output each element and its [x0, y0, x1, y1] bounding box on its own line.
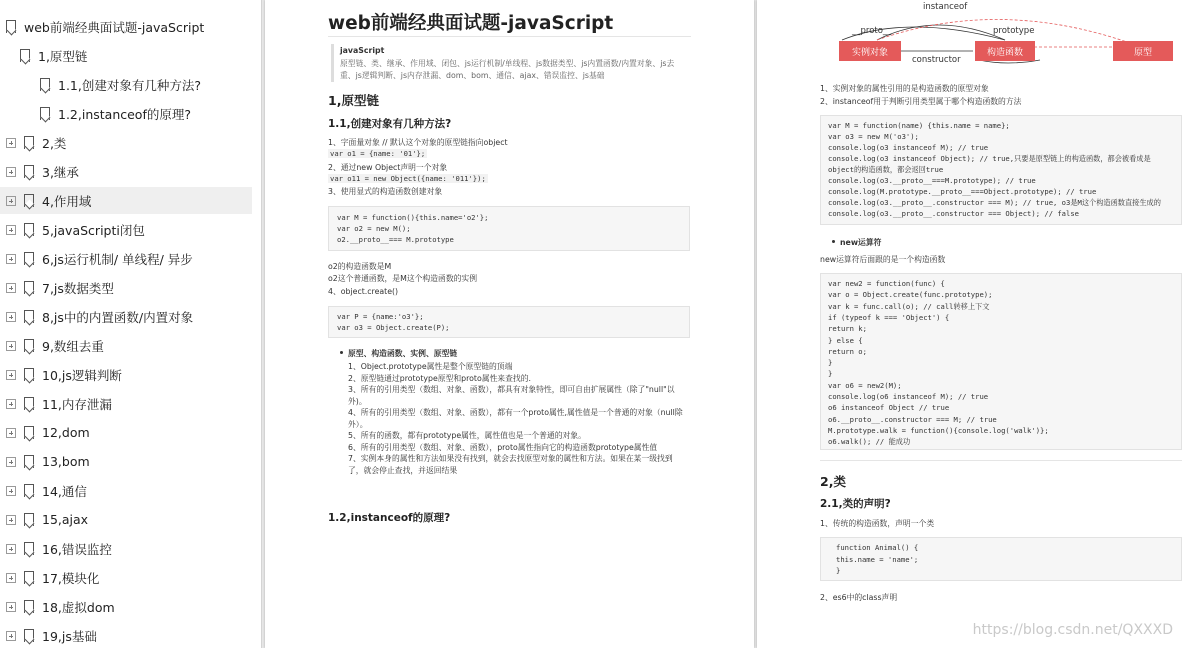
bullet-heading: 原型、构造函数、实例、原型链: [348, 349, 458, 358]
code-line: }: [828, 369, 833, 379]
expand-icon[interactable]: [6, 370, 16, 380]
sidebar-bookmark-label: 6,js运行机制/ 单线程/ 异步: [42, 251, 193, 267]
paragraph: 2、instanceof用于判断引用类型属于哪个构造函数的方法: [820, 97, 1022, 106]
bookmark-icon: [24, 397, 34, 410]
list-line: 外)。: [348, 396, 367, 406]
prototype-box: 原型: [1113, 41, 1173, 61]
constructor-box: 构造函数: [975, 41, 1035, 61]
bookmark-icon: [24, 339, 34, 352]
sidebar-bookmark-label: 3,继承: [42, 164, 79, 180]
expand-icon[interactable]: [6, 138, 16, 148]
code-line: console.log(o3.__proto__.constructor === M); // true, o3是M这个构造函数直接生成的: [828, 198, 1161, 207]
code-line: object的构造函数，都会返回true: [828, 165, 944, 174]
bookmark-icon: [24, 223, 34, 236]
expand-icon[interactable]: [6, 399, 16, 409]
expand-icon[interactable]: [6, 283, 16, 293]
bookmark-icon: [24, 165, 34, 178]
sidebar-bookmark-item[interactable]: [0, 332, 104, 359]
sidebar-bookmark-item[interactable]: [0, 622, 97, 648]
document-page-1: [265, 0, 754, 648]
sidebar-bookmark-item[interactable]: [0, 71, 201, 98]
code-line: function Animal() {: [836, 543, 919, 552]
bookmark-icon: [24, 368, 34, 381]
sidebar-bookmark-item[interactable]: [0, 477, 87, 504]
list-line: 2、原型链通过prototype原型和proto属性来查找的.: [348, 373, 531, 383]
paragraph: 2、通过new Object声明一个对象: [328, 163, 448, 172]
list-line: 了，就会停止查找，并返回结果: [348, 465, 458, 475]
code-line: var M = function(name) {this.name = name};: [828, 121, 1010, 130]
inline-code: var o11 = new Object({name: '011'});: [330, 174, 486, 183]
diagram-label-prototype: prototype: [993, 26, 1035, 36]
code-line: console.log(o3 instanceof Object); // true,只要是原型链上的构造函数，都会被看成是: [828, 154, 1151, 163]
code-block: [328, 306, 690, 338]
paragraph: o2的构造函数是M: [328, 262, 392, 271]
bullet-heading: new运算符: [840, 238, 882, 247]
sidebar-bookmark-item[interactable]: [0, 506, 88, 533]
code-line: var o6 = new2(M);: [828, 380, 902, 390]
code-line: console.log(o6 instanceof M); // true: [828, 392, 989, 401]
bookmark-icon: [24, 136, 34, 149]
expand-icon[interactable]: [6, 544, 16, 554]
sidebar-bookmark-label: 16,错误监控: [42, 541, 112, 557]
sidebar-bookmark-item[interactable]: [0, 419, 90, 446]
subsection-heading: 1.1,创建对象有几种方法?: [328, 118, 452, 130]
code-line: var new2 = function(func) {: [828, 279, 945, 288]
diagram-label-constructor: constructor: [912, 55, 961, 65]
sidebar-bookmark-item[interactable]: [0, 535, 112, 562]
watermark: https://blog.csdn.net/QXXXD: [972, 622, 1173, 638]
sidebar-bookmark-item[interactable]: [0, 303, 193, 330]
bookmark-sidebar: [0, 0, 262, 648]
expand-icon[interactable]: [6, 254, 16, 264]
code-line: console.log(o3.__proto__===M.prototype); // true: [828, 176, 1036, 185]
divider: [820, 460, 1182, 461]
bookmark-icon: [24, 484, 34, 497]
paragraph: 1、传统的构造函数，声明一个类: [820, 519, 935, 528]
paragraph: o2这个普通函数，是M这个构造函数的实例: [328, 274, 478, 283]
code-line: var o2 = new M();: [337, 224, 411, 233]
bookmark-icon: [24, 542, 34, 555]
bookmark-icon: [24, 310, 34, 323]
sidebar-bookmark-label: 4,作用域: [42, 193, 92, 209]
expand-icon[interactable]: [6, 196, 16, 206]
sidebar-bookmark-label: 14,通信: [42, 483, 87, 499]
summary-quote: [331, 44, 334, 82]
section-heading: 2,类: [820, 474, 846, 489]
quote-heading: javaScript: [340, 46, 385, 55]
expand-icon[interactable]: [6, 428, 16, 438]
sidebar-bookmark-item[interactable]: [0, 564, 99, 591]
code-line: o6.walk(); // 能成功: [828, 437, 911, 447]
sidebar-bookmark-label: web前端经典面试题-javaScript: [24, 19, 205, 35]
sidebar-bookmark-item[interactable]: [0, 361, 122, 388]
expand-icon[interactable]: [6, 602, 16, 612]
code-line: var P = {name:'o3'};: [337, 312, 424, 321]
quote-line: 原型链、类、继承、作用域、闭包、js运行机制/单线程、js数据类型、js内置函数/内置对象、js去: [340, 59, 675, 68]
sidebar-bookmark-label: 13,bom: [42, 454, 90, 469]
code-line: console.log(o3.__proto__.constructor === Object); // false: [828, 209, 1079, 218]
expand-icon[interactable]: [6, 457, 16, 467]
quote-line: 重、js逻辑判断、js内存泄漏、dom、bom、通信、ajax、错误监控、js基础: [340, 71, 605, 80]
sidebar-bookmark-item[interactable]: [0, 42, 87, 69]
code-line: var M = function(){this.name='o2'};: [337, 213, 489, 222]
expand-icon[interactable]: [6, 341, 16, 351]
paragraph: 1、字面量对象 // 默认这个对象的原型链指向object: [328, 138, 508, 147]
bookmark-icon: [24, 571, 34, 584]
list-line: 4、所有的引用类型（数组、对象、函数），都有一个proto属性,属性值是一个普通的对象（null除: [348, 408, 683, 417]
subsection-heading: 1.2,instanceof的原理?: [328, 512, 451, 524]
sidebar-bookmark-label: 1.2,instanceof的原理?: [58, 106, 191, 122]
prototype-diagram: [757, 0, 1183, 75]
bookmark-icon: [24, 281, 34, 294]
sidebar-bookmark-item[interactable]: [0, 390, 112, 417]
list-line: 5、所有的函数，都有prototype属性，属性值也是一个普通的对象。: [348, 431, 586, 440]
sidebar-bookmark-label: 17,模块化: [42, 570, 100, 586]
sidebar-bookmark-label: 10,js逻辑判断: [42, 367, 122, 383]
code-line: console.log(o3 instanceof M); // true: [828, 143, 989, 152]
expand-icon[interactable]: [6, 631, 16, 641]
code-line: var k = func.call(o); // call转移上下文: [828, 301, 990, 311]
sidebar-bookmark-label: 15,ajax: [42, 512, 89, 527]
list-line: 外）。: [348, 419, 368, 429]
expand-icon[interactable]: [6, 167, 16, 177]
code-line: var o = Object.create(func.prototype);: [828, 290, 993, 300]
code-line: M.prototype.walk = function(){console.log('walk')};: [828, 425, 1049, 435]
diagram-label-instanceof: instanceof: [923, 2, 968, 12]
sidebar-bookmark-label: 19,js基础: [42, 628, 97, 644]
document-title: web前端经典面试题-javaScript: [328, 13, 614, 34]
sidebar-bookmark-item[interactable]: [0, 448, 90, 475]
list-line: 6、所有的引用类型（数组、对象、函数），proto属性指向它的构造函数prototype属性值: [348, 442, 658, 452]
expand-icon[interactable]: [6, 573, 16, 583]
sidebar-bookmark-label: 12,dom: [42, 425, 90, 440]
code-line: }: [836, 566, 841, 575]
section-heading: 1,原型链: [328, 93, 379, 108]
document-page-2: [757, 0, 1183, 648]
sidebar-bookmark-label: 1.1,创建对象有几种方法?: [58, 77, 201, 93]
sidebar-bookmark-label: 7,js数据类型: [42, 280, 114, 296]
sidebar-bookmark-item[interactable]: [0, 100, 191, 127]
diagram-label-proto: __proto__: [852, 26, 892, 36]
bookmark-icon: [24, 629, 34, 642]
code-line: var o3 = Object.create(P);: [337, 323, 450, 332]
code-line: if (typeof k === 'Object') {: [828, 312, 950, 322]
sidebar-bookmark-label: 2,类: [42, 135, 67, 151]
sidebar-bookmark-label: 9,数组去重: [42, 338, 104, 354]
bookmark-icon: [6, 20, 16, 33]
bookmark-icon: [20, 49, 30, 62]
paragraph: 2、es6中的class声明: [820, 593, 898, 602]
code-line: o2.__proto__=== M.prototype: [337, 235, 454, 244]
expand-icon[interactable]: [6, 312, 16, 322]
instanceof-arrow: [877, 25, 1005, 40]
inline-code: var o1 = {name: '01'};: [330, 149, 426, 158]
bookmark-icon: [24, 455, 34, 468]
list-line: 3、所有的引用类型（数组、对象、函数），都具有对象特性，即可自由扩展属性（除了"null"以: [348, 385, 675, 394]
paragraph: 1、实例对象的属性引用的是构造函数的原型对象: [820, 84, 989, 93]
bullet: [340, 351, 343, 354]
code-line: return o;: [828, 346, 867, 356]
expand-icon[interactable]: [6, 486, 16, 496]
bookmark-icon: [24, 513, 34, 526]
expand-icon[interactable]: [6, 225, 16, 235]
bullet: [832, 240, 835, 243]
sidebar-bookmark-label: 11,内存泄漏: [42, 396, 112, 412]
paragraph: 4、object.create(): [328, 287, 399, 296]
code-line: console.log(M.prototype.__proto__===Object.prototype); // true: [828, 187, 1097, 196]
code-line: o6.__proto__.constructor === M; // true: [828, 414, 997, 424]
divider: [328, 36, 691, 37]
subsection-heading: 2.1,类的声明?: [820, 498, 891, 510]
sidebar-bookmark-item[interactable]: [0, 216, 145, 243]
code-line: return k;: [828, 324, 867, 334]
sidebar-bookmark-label: 5,javaScripti闭包: [42, 222, 145, 238]
list-line: 7、实例本身的属性和方法如果没有找到，就会去找原型对象的属性和方法。如果在某一级找到: [348, 454, 673, 463]
sidebar-bookmark-item[interactable]: [0, 187, 252, 214]
bookmark-icon: [24, 194, 34, 207]
sidebar-bookmark-item[interactable]: [0, 13, 204, 40]
bookmark-icon: [40, 78, 50, 91]
sidebar-bookmark-label: 8,js中的内置函数/内置对象: [42, 309, 194, 325]
paragraph: new运算符后面跟的是一个构造函数: [820, 255, 946, 264]
paragraph: 3、使用显式的构造函数创建对象: [328, 187, 443, 196]
code-line: var o3 = new M('o3');: [828, 132, 919, 141]
code-line: o6 instanceof Object // true: [828, 403, 950, 413]
bookmark-icon: [40, 107, 50, 120]
list-line: 1、Object.prototype属性是整个原型链的顶端: [348, 362, 513, 371]
sidebar-bookmark-item[interactable]: [0, 158, 79, 185]
sidebar-bookmark-item[interactable]: [0, 593, 115, 620]
expand-icon[interactable]: [6, 515, 16, 525]
sidebar-bookmark-label: 18,虚拟dom: [42, 599, 115, 615]
code-line: } else {: [828, 335, 863, 345]
bookmark-icon: [24, 252, 34, 265]
sidebar-bookmark-item[interactable]: [0, 129, 66, 156]
code-line: this.name = 'name';: [836, 554, 919, 564]
bookmark-icon: [24, 600, 34, 613]
sidebar-bookmark-label: 1,原型链: [38, 48, 88, 64]
sidebar-bookmark-item[interactable]: [0, 274, 114, 301]
instance-box: 实例对象: [839, 41, 901, 61]
sidebar-bookmark-item[interactable]: [0, 245, 193, 272]
code-line: }: [828, 358, 833, 368]
bookmark-icon: [24, 426, 34, 439]
